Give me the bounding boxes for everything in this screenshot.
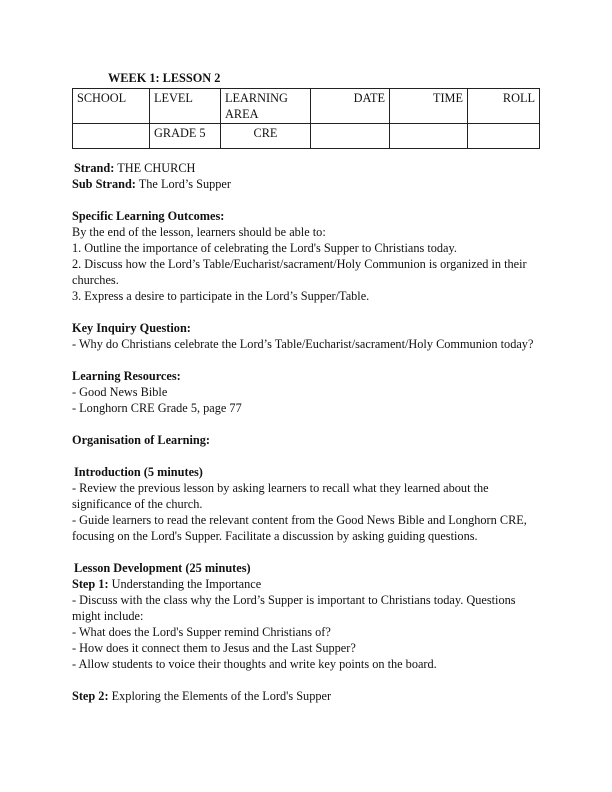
header-school: SCHOOL	[73, 89, 150, 124]
step-1-value: Understanding the Importance	[111, 577, 262, 591]
sub-strand-value: The Lord’s Supper	[138, 177, 231, 191]
strand-label: Strand:	[74, 161, 115, 175]
sub-strand-label: Sub Strand:	[72, 177, 136, 191]
development-heading: Lesson Development (25 minutes)	[74, 561, 251, 575]
list-item: 1. Outline the importance of celebrating the Lord's Supper to Christians today.	[72, 241, 457, 255]
step-2-label: Step 2:	[72, 689, 109, 703]
outcomes-intro: By the end of the lesson, learners should be able to:	[72, 225, 326, 239]
header-roll: ROLL	[468, 89, 540, 124]
cell-level: GRADE 5	[150, 124, 221, 149]
list-item: - Discuss with the class why the Lord’s Supper is important to Christians today. Questions might include:	[72, 593, 516, 623]
table-header-row	[73, 89, 540, 124]
step-2-value: Exploring the Elements of the Lord's Supper	[111, 689, 332, 703]
header-learning-area: LEARNING AREA	[221, 89, 311, 124]
lesson-content	[72, 160, 542, 704]
step-2	[72, 688, 542, 704]
list-item: - Review the previous lesson by asking learners to recall what they learned about the significance of the church.	[72, 481, 489, 511]
table-row	[73, 124, 540, 149]
list-item: - Allow students to voice their thoughts and write key points on the board.	[72, 657, 437, 671]
organisation-heading: Organisation of Learning:	[72, 433, 211, 447]
list-item: - Why do Christians celebrate the Lord’s Table/Eucharist/sacrament/Holy Communion today?	[72, 337, 534, 351]
cell-time	[390, 124, 468, 149]
list-item: 2. Discuss how the Lord’s Table/Eucharist/sacrament/Holy Communion is organized in their churches.	[72, 257, 527, 287]
list-item: - Good News Bible	[72, 385, 168, 399]
list-item: - Longhorn CRE Grade 5, page 77	[72, 401, 242, 415]
list-item: - How does it connect them to Jesus and the Last Supper?	[72, 641, 356, 655]
lesson-info-table	[72, 88, 540, 149]
strand	[72, 160, 542, 176]
step-1-label: Step 1:	[72, 577, 109, 591]
header-date: DATE	[311, 89, 390, 124]
cell-roll	[468, 124, 540, 149]
strand-value: THE CHURCH	[117, 161, 196, 175]
cell-learning-area: CRE	[221, 124, 311, 149]
list-item: - What does the Lord's Supper remind Christians of?	[72, 625, 331, 639]
outcomes-heading: Specific Learning Outcomes:	[72, 209, 225, 223]
header-time: TIME	[390, 89, 468, 124]
header-level: LEVEL	[150, 89, 221, 124]
sub-strand	[72, 176, 542, 192]
list-item: - Guide learners to read the relevant content from the Good News Bible and Longhorn CRE, focusing on the Lord's Supper. Facilitate a discussion by asking guiding questions.	[72, 513, 527, 543]
cell-date	[311, 124, 390, 149]
step-1	[72, 576, 542, 592]
cell-school	[73, 124, 150, 149]
list-item: 3. Express a desire to participate in the Lord’s Supper/Table.	[72, 289, 370, 303]
lesson-title: WEEK 1: LESSON 2	[108, 71, 221, 85]
inquiry-heading: Key Inquiry Question:	[72, 321, 191, 335]
introduction-heading: Introduction (5 minutes)	[74, 465, 203, 479]
resources-heading: Learning Resources:	[72, 369, 181, 383]
